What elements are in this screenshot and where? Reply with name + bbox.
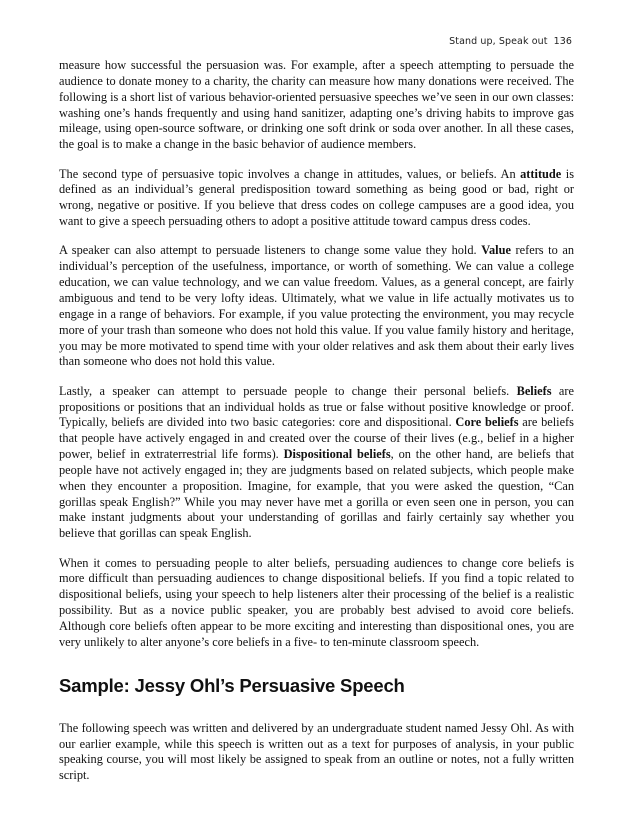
page-number: 136: [553, 36, 572, 47]
paragraph-text: are beliefs that people have actively engaged in and created over the course of their lives (e.g., belief in a higher power, belief in extraterrestrial life forms).: [59, 415, 574, 462]
paragraph-text: refers to an individual’s perception of the usefulness, importance, or worth of something. We can value a college education, we can value technology, and we can value freedom. Values, as a general concept, are fairly ambiguous and tend to be very lofty ideas. Ultimately, what we value in life actually motivates us to engage in a range of behaviors. For example, if you value protecting the environment, you may recycle more of your trash than someone who does not hold this value. If you value family history and heritage, you may be more motivated to spend time with your older relatives and ask them about their early lives than someone who does not hold this value.: [59, 243, 574, 369]
body-text: [59, 58, 574, 798]
paragraph-beliefs: [59, 384, 574, 542]
paragraph-text: A speaker can also attempt to persuade listeners to change some value they hold.: [59, 243, 482, 258]
paragraph-sample-intro: The following speech was written and delivered by an undergraduate student named Jessy Ohl. As with our earlier example, while this speech is written out as a text for purposes of analysis, in your public speaking course, you will most likely be assigned to speak from an outline or notes, not a fully written script.: [59, 720, 574, 783]
paragraph-altering-beliefs: When it comes to persuading people to alter beliefs, persuading audiences to change core beliefs is more difficult than persuading audiences to change dispositional beliefs. If you find a topic related to dispositional beliefs, using your speech to help listeners alter their processing of the belief is a realistic possibility. But as a novice public speaker, you are probably best advised to avoid core beliefs. Although core beliefs often appear to be more exciting and interesting than dispositional ones, you are very unlikely to alter anyone’s core beliefs in a five- to ten-minute classroom speech.: [59, 555, 574, 649]
paragraph-attitude: [59, 167, 574, 230]
term-beliefs: Beliefs: [516, 383, 552, 398]
term-attitude: attitude: [520, 166, 562, 181]
paragraph-behavior: measure how successful the persuasion was. For example, after a speech attempting to persuade the audience to donate money to a charity, the charity can measure how many donations were received. The following is a short list of various behavior-oriented persuasive speeches we’ve seen in our own classes: washing one’s hands frequently and using hand sanitizer, adapting one’s driving habits to improve gas mileage, using open-source software, or drinking one soft drink or soda over another. In all these cases, the goal is to make a change in the basic behavior of audience members.: [59, 58, 574, 152]
paragraph-text: is defined as an individual’s general predisposition toward something as being good or bad, right or wrong, negative or positive. If you believe that dress codes on college campuses are a good idea, you want to give a speech persuading others to adopt a positive attitude toward campus dress codes.: [59, 166, 574, 229]
paragraph-text: , on the other hand, are beliefs that people have not actively engaged in; they are judgments based on related subjects, which people make when they encounter a proposition. Imagine, for example, that you were asked the question, “Can gorillas speak English?” While you may never have met a gorilla or even seen one in person, you can make instant judgments about your understanding of gorillas and fairly certainly say whether you believe that gorillas can speak English.: [59, 447, 574, 541]
section-heading: Sample: Jessy Ohl’s Persuasive Speech: [59, 674, 405, 696]
paragraph-text: The second type of persuasive topic involves a change in attitudes, values, or beliefs. An: [59, 166, 521, 181]
paragraph-text: are propositions or positions that an individual holds as true or false without positive knowledge or proof. Typically, beliefs are divided into two basic categories: core and dispositional.: [59, 383, 574, 430]
term-dispositional-beliefs: Dispositional beliefs: [283, 447, 391, 462]
term-value: Value: [481, 243, 511, 258]
paragraph-text: Lastly, a speaker can attempt to persuade people to change their personal beliefs.: [59, 383, 517, 398]
running-header: [449, 36, 572, 47]
running-title: Stand up, Speak out: [449, 36, 548, 47]
paragraph-value: [59, 243, 574, 370]
term-core-beliefs: Core beliefs: [455, 415, 519, 430]
